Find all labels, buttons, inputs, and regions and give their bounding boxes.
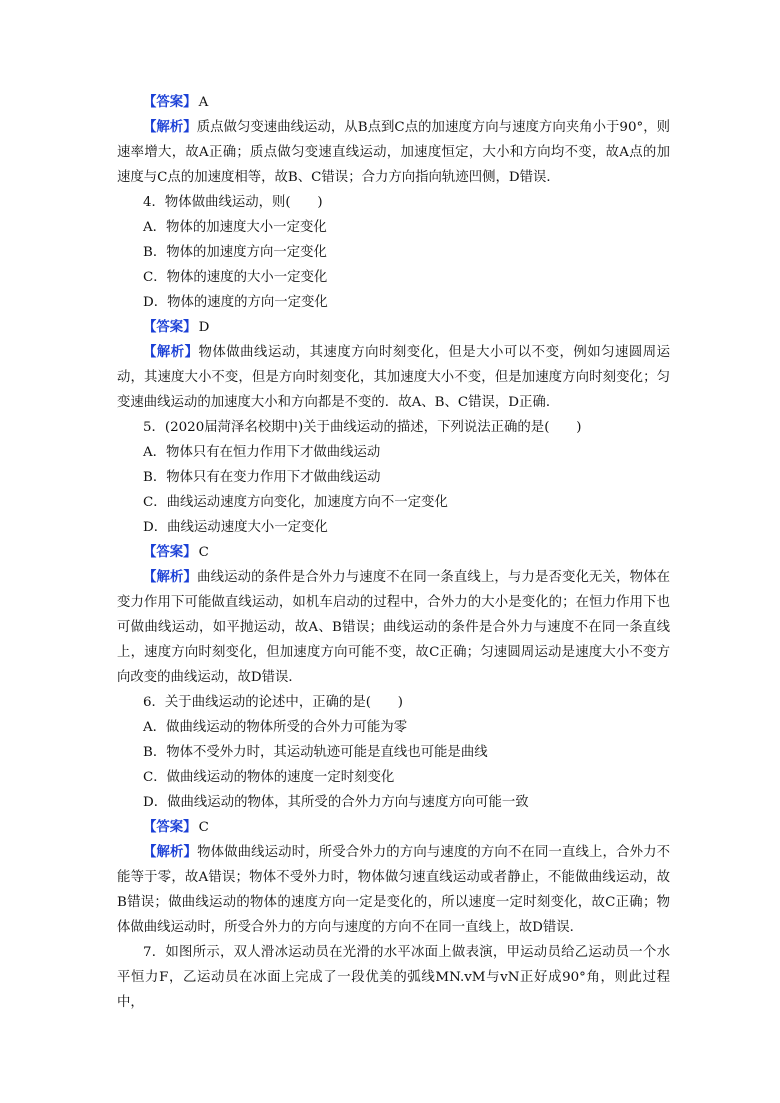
answer-line	[117, 90, 670, 115]
option-d: D．曲线运动速度大小一定变化	[143, 520, 328, 535]
answer-value: A	[198, 95, 209, 110]
question-stem: 7．如图所示，双人滑冰运动员在光滑的水平冰面上做表演，甲运动员给乙运动员一个水平恒力F，乙运动员在冰面上完成了一段优美的弧线MN.vM与vN正好成90°角，则此过程中，	[117, 945, 670, 1010]
analysis-text: 质点做匀变速曲线运动，从B点到C点的加速度方向与速度方向夹角小于90°，则速率增大，故A正确；质点做匀变速直线运动，加速度恒定，大小和方向均不变，故A点的加速度与C点的加速度相等，故B、C错误；合力方向指向轨迹凹侧，D错误．	[117, 120, 670, 185]
answer-value: D	[198, 320, 210, 335]
answer-label: 【答案】	[143, 319, 197, 335]
option-a: A．做曲线运动的物体所受的合外力可能为零	[143, 720, 408, 735]
option-d: D．做曲线运动的物体，其所受的合外力方向与速度方向可能一致	[143, 795, 529, 810]
answer-label: 【答案】	[143, 94, 197, 110]
option-a: A．物体的加速度大小一定变化	[143, 220, 327, 235]
answer-line	[117, 315, 670, 340]
option-a: A．物体只有在恒力作用下才做曲线运动	[143, 445, 381, 460]
answer-label: 【答案】	[143, 544, 197, 560]
analysis-paragraph	[117, 115, 670, 190]
option-c: C．做曲线运动的物体的速度一定时刻变化	[143, 770, 395, 785]
answer-line	[117, 815, 670, 840]
analysis-label: 【解析】	[143, 344, 199, 360]
answer-label: 【答案】	[143, 819, 197, 835]
option-c: C．曲线运动速度方向变化，加速度方向不一定变化	[143, 495, 448, 510]
analysis-text: 物体做曲线运动时，所受合外力的方向与速度的方向不在同一直线上，合外力不能等于零，故A错误；物体不受外力时，物体做匀速直线运动或者静止，不能做曲线运动，故B错误；做曲线运动的物体的速度方向一定是变化的，所以速度一定时刻变化，故C正确；物体做曲线运动时，所受合外力的方向与速度的方向不在同一直线上，故D错误．	[117, 845, 671, 935]
option-b: B．物体只有在变力作用下才做曲线运动	[143, 470, 381, 485]
analysis-paragraph	[117, 565, 670, 690]
analysis-paragraph	[117, 340, 670, 415]
analysis-label: 【解析】	[143, 569, 198, 585]
analysis-label: 【解析】	[143, 119, 197, 135]
option-b: B．物体的加速度方向一定变化	[143, 245, 327, 260]
option-b: B．物体不受外力时，其运动轨迹可能是直线也可能是曲线	[143, 745, 488, 760]
answer-line	[117, 540, 670, 565]
option-d: D．物体的速度的方向一定变化	[143, 295, 328, 310]
answer-value: C	[198, 820, 209, 835]
question-stem: 5．(2020届菏泽名校期中)关于曲线运动的描述，下列说法正确的是( )	[143, 420, 582, 435]
question-stem: 4．物体做曲线运动，则( )	[143, 195, 323, 210]
analysis-label: 【解析】	[143, 844, 198, 860]
document-page	[117, 90, 670, 1015]
analysis-paragraph	[117, 840, 670, 940]
option-c: C．物体的速度的大小一定变化	[143, 270, 328, 285]
analysis-text: 物体做曲线运动，其速度方向时刻变化，但是大小可以不变，例如匀速圆周运动，其速度大小不变，但是方向时刻变化，其加速度大小不变，但是加速度方向时刻变化；匀变速曲线运动的加速度大小和方向都是不变的．故A、B、C错误，D正确．	[117, 345, 671, 410]
question-stem: 6．关于曲线运动的论述中，正确的是( )	[143, 695, 403, 710]
answer-value: C	[198, 545, 209, 560]
analysis-text: 曲线运动的条件是合外力与速度不在同一条直线上，与力是否变化无关，物体在变力作用下可能做直线运动，如机车启动的过程中，合外力的大小是变化的；在恒力作用下也可做曲线运动，如平抛运动，故A、B错误；曲线运动的条件是合外力与速度不在同一条直线上，速度方向时刻变化，但加速度方向可能不变，故C正确；匀速圆周运动是速度大小不变方向改变的曲线运动，故D错误．	[117, 570, 671, 685]
